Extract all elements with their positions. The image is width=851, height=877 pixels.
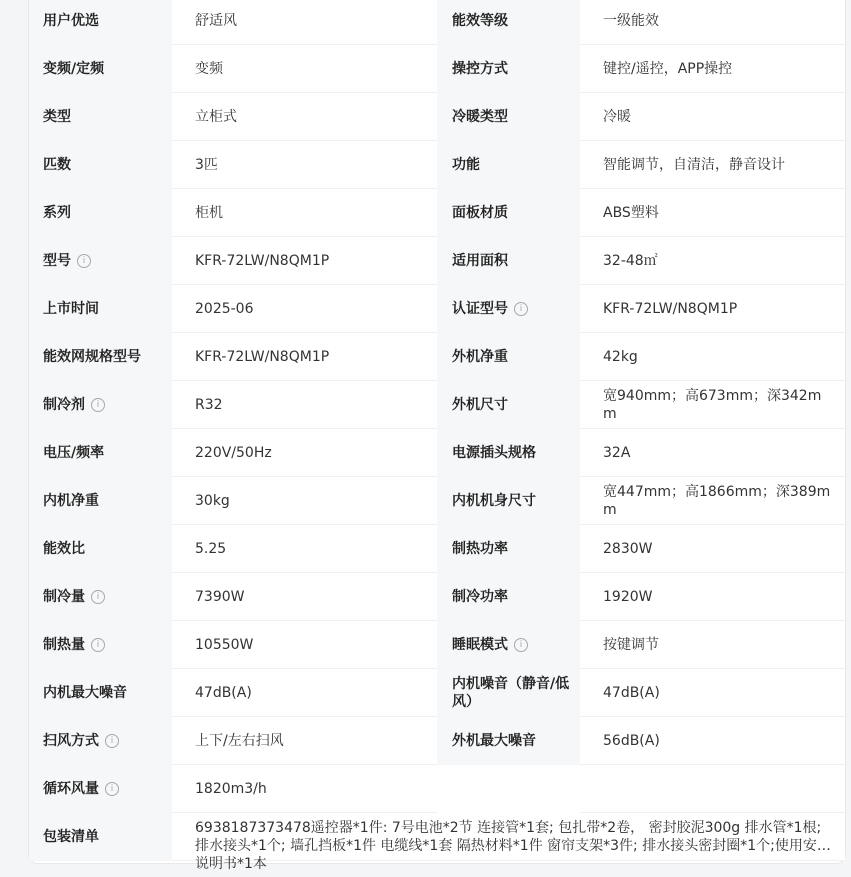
spec-key-empty <box>437 765 580 813</box>
table-row <box>29 429 845 477</box>
info-icon[interactable]: i <box>91 590 105 604</box>
spec-key: 外机尺寸 <box>437 381 580 429</box>
spec-value: 宽447mm；高1866mm；深389mm <box>580 477 845 525</box>
table-row <box>29 285 845 333</box>
spec-key: 内机最大噪音 <box>29 669 172 717</box>
spec-key: 认证型号 i <box>437 285 580 333</box>
spec-value: 47dB(A) <box>172 669 437 717</box>
table-row <box>29 765 845 813</box>
table-row <box>29 573 845 621</box>
spec-value: R32 <box>172 381 437 429</box>
spec-value: 柜机 <box>172 189 437 237</box>
spec-value: 一级能效 <box>580 0 845 45</box>
spec-key: 包装清单 <box>29 813 172 861</box>
spec-value: 42kg <box>580 333 845 381</box>
spec-key: 功能 <box>437 141 580 189</box>
spec-value: 56dB(A) <box>580 717 845 765</box>
spec-value: 舒适风 <box>172 0 437 45</box>
spec-key: 内机机身尺寸 <box>437 477 580 525</box>
spec-value: 上下/左右扫风 <box>172 717 437 765</box>
info-icon[interactable]: i <box>91 398 105 412</box>
info-icon[interactable]: i <box>514 302 528 316</box>
spec-key: 制冷功率 <box>437 573 580 621</box>
table-row <box>29 333 845 381</box>
spec-value: 2830W <box>580 525 845 573</box>
spec-key: 扫风方式 i <box>29 717 172 765</box>
info-icon[interactable]: i <box>514 638 528 652</box>
table-row <box>29 93 845 141</box>
spec-key: 系列 <box>29 189 172 237</box>
spec-key: 面板材质 <box>437 189 580 237</box>
table-row <box>29 717 845 765</box>
spec-key: 类型 <box>29 93 172 141</box>
spec-value: 1820m3/h <box>172 765 437 813</box>
spec-key: 操控方式 <box>437 45 580 93</box>
spec-value: KFR-72LW/N8QM1P <box>580 285 845 333</box>
table-row <box>29 525 845 573</box>
spec-key: 变频/定频 <box>29 45 172 93</box>
spec-key: 能效等级 <box>437 0 580 45</box>
spec-value: 5.25 <box>172 525 437 573</box>
spec-value: KFR-72LW/N8QM1P <box>172 237 437 285</box>
table-row <box>29 381 845 429</box>
spec-key: 能效比 <box>29 525 172 573</box>
spec-value: 2025-06 <box>172 285 437 333</box>
table-row <box>29 621 845 669</box>
spec-key: 用户优选 <box>29 0 172 45</box>
spec-value: 冷暖 <box>580 93 845 141</box>
info-icon[interactable]: i <box>77 254 91 268</box>
spec-value: 按键调节 <box>580 621 845 669</box>
table-row <box>29 141 845 189</box>
spec-key: 制热量 i <box>29 621 172 669</box>
spec-value: 立柜式 <box>172 93 437 141</box>
spec-key: 电源插头规格 <box>437 429 580 477</box>
spec-value: 1920W <box>580 573 845 621</box>
table-row <box>29 237 845 285</box>
spec-key: 电压/频率 <box>29 429 172 477</box>
spec-key: 能效网规格型号 <box>29 333 172 381</box>
spec-value: 10550W <box>172 621 437 669</box>
spec-key: 上市时间 <box>29 285 172 333</box>
info-icon[interactable]: i <box>105 782 119 796</box>
spec-key: 型号 i <box>29 237 172 285</box>
table-row <box>29 189 845 237</box>
spec-value: 32A <box>580 429 845 477</box>
table-row-packing-list <box>29 813 845 872</box>
spec-value: 宽940mm；高673mm；深342mm <box>580 381 845 429</box>
spec-key: 匹数 <box>29 141 172 189</box>
spec-key: 冷暖类型 <box>437 93 580 141</box>
spec-key: 内机噪音（静音/低风） <box>437 669 580 717</box>
table-row <box>29 477 845 525</box>
spec-value-empty <box>580 765 845 813</box>
spec-value: 3匹 <box>172 141 437 189</box>
info-icon[interactable]: i <box>105 734 119 748</box>
packing-list-value: 6938187373478遥控器*1件: 7号电池*2节 连接管*1套; 包扎带*2卷， 密封胶泥300g 排水管*1根; 排水接头*1个; 墙孔挡板*1件 电缆线*1套 隔热材料*1件 窗帘支架*3件; 排水接头密封圈*1个;使用安装说明书*1本 <box>172 813 845 861</box>
spec-value: 智能调节，自清洁，静音设计 <box>580 141 845 189</box>
table-row <box>29 0 845 45</box>
spec-value: 30kg <box>172 477 437 525</box>
table-row <box>29 669 845 717</box>
spec-value: 7390W <box>172 573 437 621</box>
info-icon[interactable]: i <box>91 638 105 652</box>
spec-value: 32-48㎡ <box>580 237 845 285</box>
spec-key: 制冷剂 i <box>29 381 172 429</box>
spec-key: 循环风量 i <box>29 765 172 813</box>
spec-value: 47dB(A) <box>580 669 845 717</box>
spec-value: ABS塑料 <box>580 189 845 237</box>
spec-key: 睡眠模式 i <box>437 621 580 669</box>
spec-key: 适用面积 <box>437 237 580 285</box>
table-row <box>29 45 845 93</box>
spec-key: 外机净重 <box>437 333 580 381</box>
spec-value: KFR-72LW/N8QM1P <box>172 333 437 381</box>
spec-value: 变频 <box>172 45 437 93</box>
spec-key: 制冷量 i <box>29 573 172 621</box>
spec-value: 键控/遥控，APP操控 <box>580 45 845 93</box>
spec-table <box>28 0 846 872</box>
spec-key: 制热功率 <box>437 525 580 573</box>
spec-key: 内机净重 <box>29 477 172 525</box>
spec-key: 外机最大噪音 <box>437 717 580 765</box>
spec-value: 220V/50Hz <box>172 429 437 477</box>
